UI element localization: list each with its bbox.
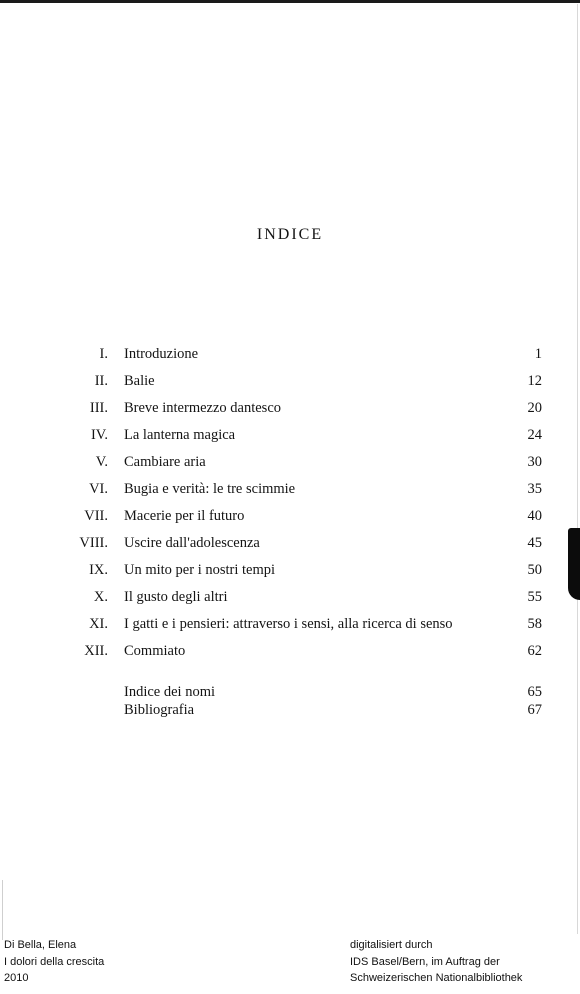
scan-top-border xyxy=(0,0,580,3)
toc-chapter-number: X. xyxy=(93,589,108,605)
toc-appendix-title: Indice dei nomi xyxy=(124,684,216,700)
toc-chapter-title: Commiato xyxy=(124,643,186,659)
toc-chapter-number: III. xyxy=(89,400,108,416)
toc-page-number: 1 xyxy=(534,346,542,362)
toc-chapter-number: VI. xyxy=(89,481,108,497)
footer-year: 2010 xyxy=(4,972,29,984)
toc-entry xyxy=(0,453,580,480)
toc-chapter-title: La lanterna magica xyxy=(124,427,236,443)
toc-chapter-title: Uscire dall'adolescenza xyxy=(124,535,260,551)
footer-credit-line: Schweizerischen Nationalbibliothek xyxy=(350,972,523,984)
toc-page-number: 12 xyxy=(527,373,542,389)
toc-chapter-number: VIII. xyxy=(79,535,108,551)
digitization-credit xyxy=(350,937,522,987)
toc-chapter-number: VII. xyxy=(84,508,108,524)
toc-page-number: 58 xyxy=(527,616,542,632)
page-title: INDICE xyxy=(256,226,324,243)
toc-chapter-number: IV. xyxy=(90,427,108,443)
toc-entry xyxy=(0,588,580,615)
toc-chapter-number: V. xyxy=(95,454,108,470)
toc-entry xyxy=(0,399,580,426)
toc-chapter-number: II. xyxy=(94,373,108,389)
toc-chapter-number: XII. xyxy=(84,643,108,659)
toc-entry xyxy=(0,561,580,588)
toc-page-number: 65 xyxy=(527,684,542,700)
toc-entry xyxy=(0,507,580,534)
toc-appendix-entry xyxy=(0,701,580,719)
table-of-contents xyxy=(0,345,580,669)
toc-page-number: 67 xyxy=(527,702,542,718)
toc-chapter-title: Macerie per il futuro xyxy=(124,508,245,524)
toc-page-number: 30 xyxy=(527,454,542,470)
toc-chapter-title: Un mito per i nostri tempi xyxy=(124,562,276,578)
page-edge-left xyxy=(2,880,3,940)
toc-entry xyxy=(0,642,580,669)
toc-entry xyxy=(0,615,580,642)
toc-page-number: 62 xyxy=(527,643,542,659)
toc-page-number: 50 xyxy=(527,562,542,578)
footer-credit-line: IDS Basel/Bern, im Auftrag der xyxy=(350,955,500,968)
toc-page-number: 40 xyxy=(527,508,542,524)
toc-chapter-number: I. xyxy=(99,346,108,362)
toc-page-number: 45 xyxy=(527,535,542,551)
toc-chapter-number: XI. xyxy=(89,616,108,632)
bibliographic-info xyxy=(4,937,104,987)
toc-entry xyxy=(0,426,580,453)
toc-chapter-title: Balie xyxy=(124,373,155,389)
toc-chapter-number: IX. xyxy=(89,562,108,578)
footer-author: Di Bella, Elena xyxy=(4,939,77,951)
toc-appendix xyxy=(0,683,580,719)
toc-page-number: 55 xyxy=(527,589,542,605)
toc-chapter-title: Il gusto degli altri xyxy=(124,589,228,605)
toc-page-number: 20 xyxy=(527,400,542,416)
toc-chapter-title: Introduzione xyxy=(124,346,199,362)
toc-chapter-title: Bugia e verità: le tre scimmie xyxy=(124,481,296,497)
toc-appendix-title: Bibliografia xyxy=(124,702,195,718)
toc-appendix-entry xyxy=(0,683,580,701)
toc-entry xyxy=(0,372,580,399)
toc-chapter-title: Cambiare aria xyxy=(124,454,206,470)
toc-page-number: 35 xyxy=(527,481,542,497)
footer-book-title: I dolori della crescita xyxy=(4,955,105,968)
toc-entry xyxy=(0,480,580,507)
toc-entry xyxy=(0,534,580,561)
toc-chapter-title: I gatti e i pensieri: attraverso i sensi, alla ricerca di senso xyxy=(124,616,453,632)
toc-entry xyxy=(0,345,580,372)
toc-chapter-title: Breve intermezzo dantesco xyxy=(124,400,282,416)
toc-page-number: 24 xyxy=(527,427,542,443)
footer-credit-line: digitalisiert durch xyxy=(350,939,433,951)
